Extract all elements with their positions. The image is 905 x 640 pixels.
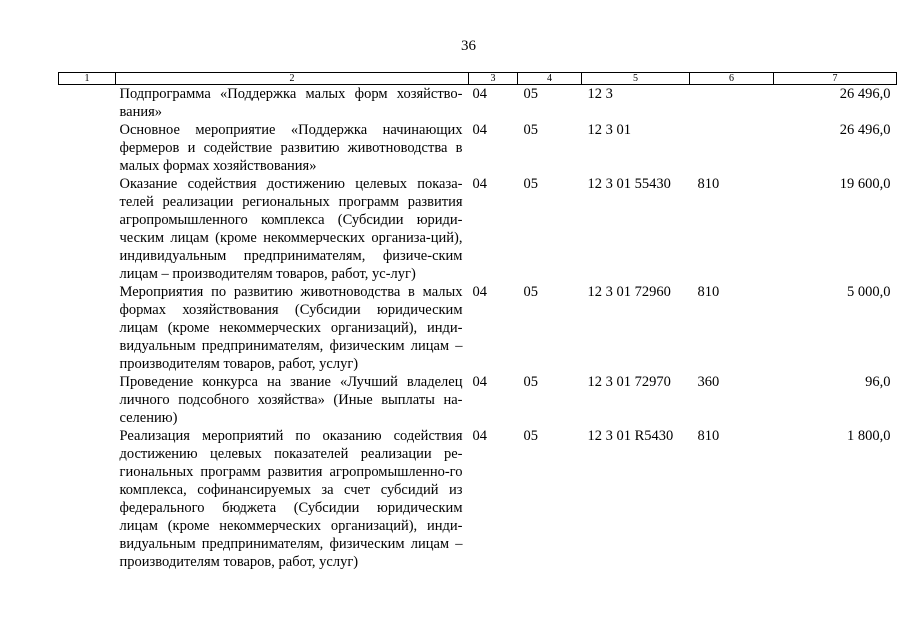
target-article-code: 12 3 01 (587, 122, 631, 138)
section-code: 04 (472, 176, 487, 192)
section-code: 04 (472, 284, 487, 300)
section-code: 04 (472, 122, 487, 138)
subsection-code: 05 (523, 284, 538, 300)
column-number: 2 (116, 73, 469, 85)
table-row (59, 373, 897, 427)
column-number: 1 (59, 73, 116, 85)
subsection-code: 05 (523, 428, 538, 444)
section-code: 04 (472, 374, 487, 390)
expense-type-code: 360 (697, 374, 720, 390)
column-number: 6 (690, 73, 774, 85)
expense-type-code (690, 121, 774, 175)
section-code: 04 (472, 86, 487, 102)
subsection-code: 05 (523, 176, 538, 192)
page-number: 36 (461, 38, 476, 54)
subsection-code: 05 (523, 86, 538, 102)
column-number: 3 (469, 73, 518, 85)
table-row (59, 427, 897, 571)
amount: 19 600,0 (839, 176, 891, 192)
column-number: 4 (518, 73, 582, 85)
target-article-code: 12 3 (587, 86, 613, 102)
amount: 1 800,0 (847, 428, 891, 444)
budget-table (58, 72, 897, 571)
expense-type-code (690, 85, 774, 122)
column-number: 5 (582, 73, 690, 85)
table-row (59, 283, 897, 373)
amount: 5 000,0 (847, 284, 891, 300)
target-article-code: 12 3 01 72960 (587, 284, 671, 300)
amount: 26 496,0 (839, 86, 891, 102)
item-name: Проведение конкурса на звание «Лучший владелец личного подсобного хозяйства» (Иные выплаты на-селению) (119, 374, 463, 426)
item-name: Реализация мероприятий по оказанию содействия достижению целевых показателей реализации ре-гиональных программ развития агропромышленно-го комплекса, софинансируемых за счет субсидий из федерального бюджета (Субсидии юридическим лицам (кроме некоммерческих организаций), инди-видуальным предпринимателям, физическим лицам – производителям товаров, работ, услуг) (119, 428, 463, 570)
column-number-row (59, 73, 897, 85)
amount: 96,0 (865, 374, 891, 390)
expense-type-code: 810 (697, 176, 720, 192)
target-article-code: 12 3 01 55430 (587, 176, 671, 192)
target-article-code: 12 3 01 72970 (587, 374, 671, 390)
item-name: Оказание содействия достижению целевых показа-телей реализации региональных программ развития агропромышленного комплекса (Субсидии юриди-ческим лицам (кроме некоммерческих организа-ций), индивидуальным предпринимателям, физиче-ским лицам – производителям товаров, работ, ус-луг) (119, 176, 463, 282)
table-row (59, 121, 897, 175)
table-row (59, 85, 897, 122)
subsection-code: 05 (523, 374, 538, 390)
amount: 26 496,0 (839, 122, 891, 138)
expense-type-code: 810 (697, 428, 720, 444)
column-number: 7 (774, 73, 897, 85)
expense-type-code: 810 (697, 284, 720, 300)
item-name: Мероприятия по развитию животноводства в малых формах хозяйствования (Субсидии юридическим лицам (кроме некоммерческих организаций), инди-видуальным предпринимателям, физическим лицам – производителям товаров, работ, услуг) (119, 284, 463, 372)
section-code: 04 (472, 428, 487, 444)
target-article-code: 12 3 01 R5430 (587, 428, 674, 444)
subsection-code: 05 (523, 122, 538, 138)
table-row (59, 175, 897, 283)
item-name: Основное мероприятие «Поддержка начинающих фермеров и содействие развитию животноводства в малых формах хозяйствования» (119, 122, 463, 174)
item-name: Подпрограмма «Поддержка малых форм хозяйство-вания» (119, 86, 463, 120)
